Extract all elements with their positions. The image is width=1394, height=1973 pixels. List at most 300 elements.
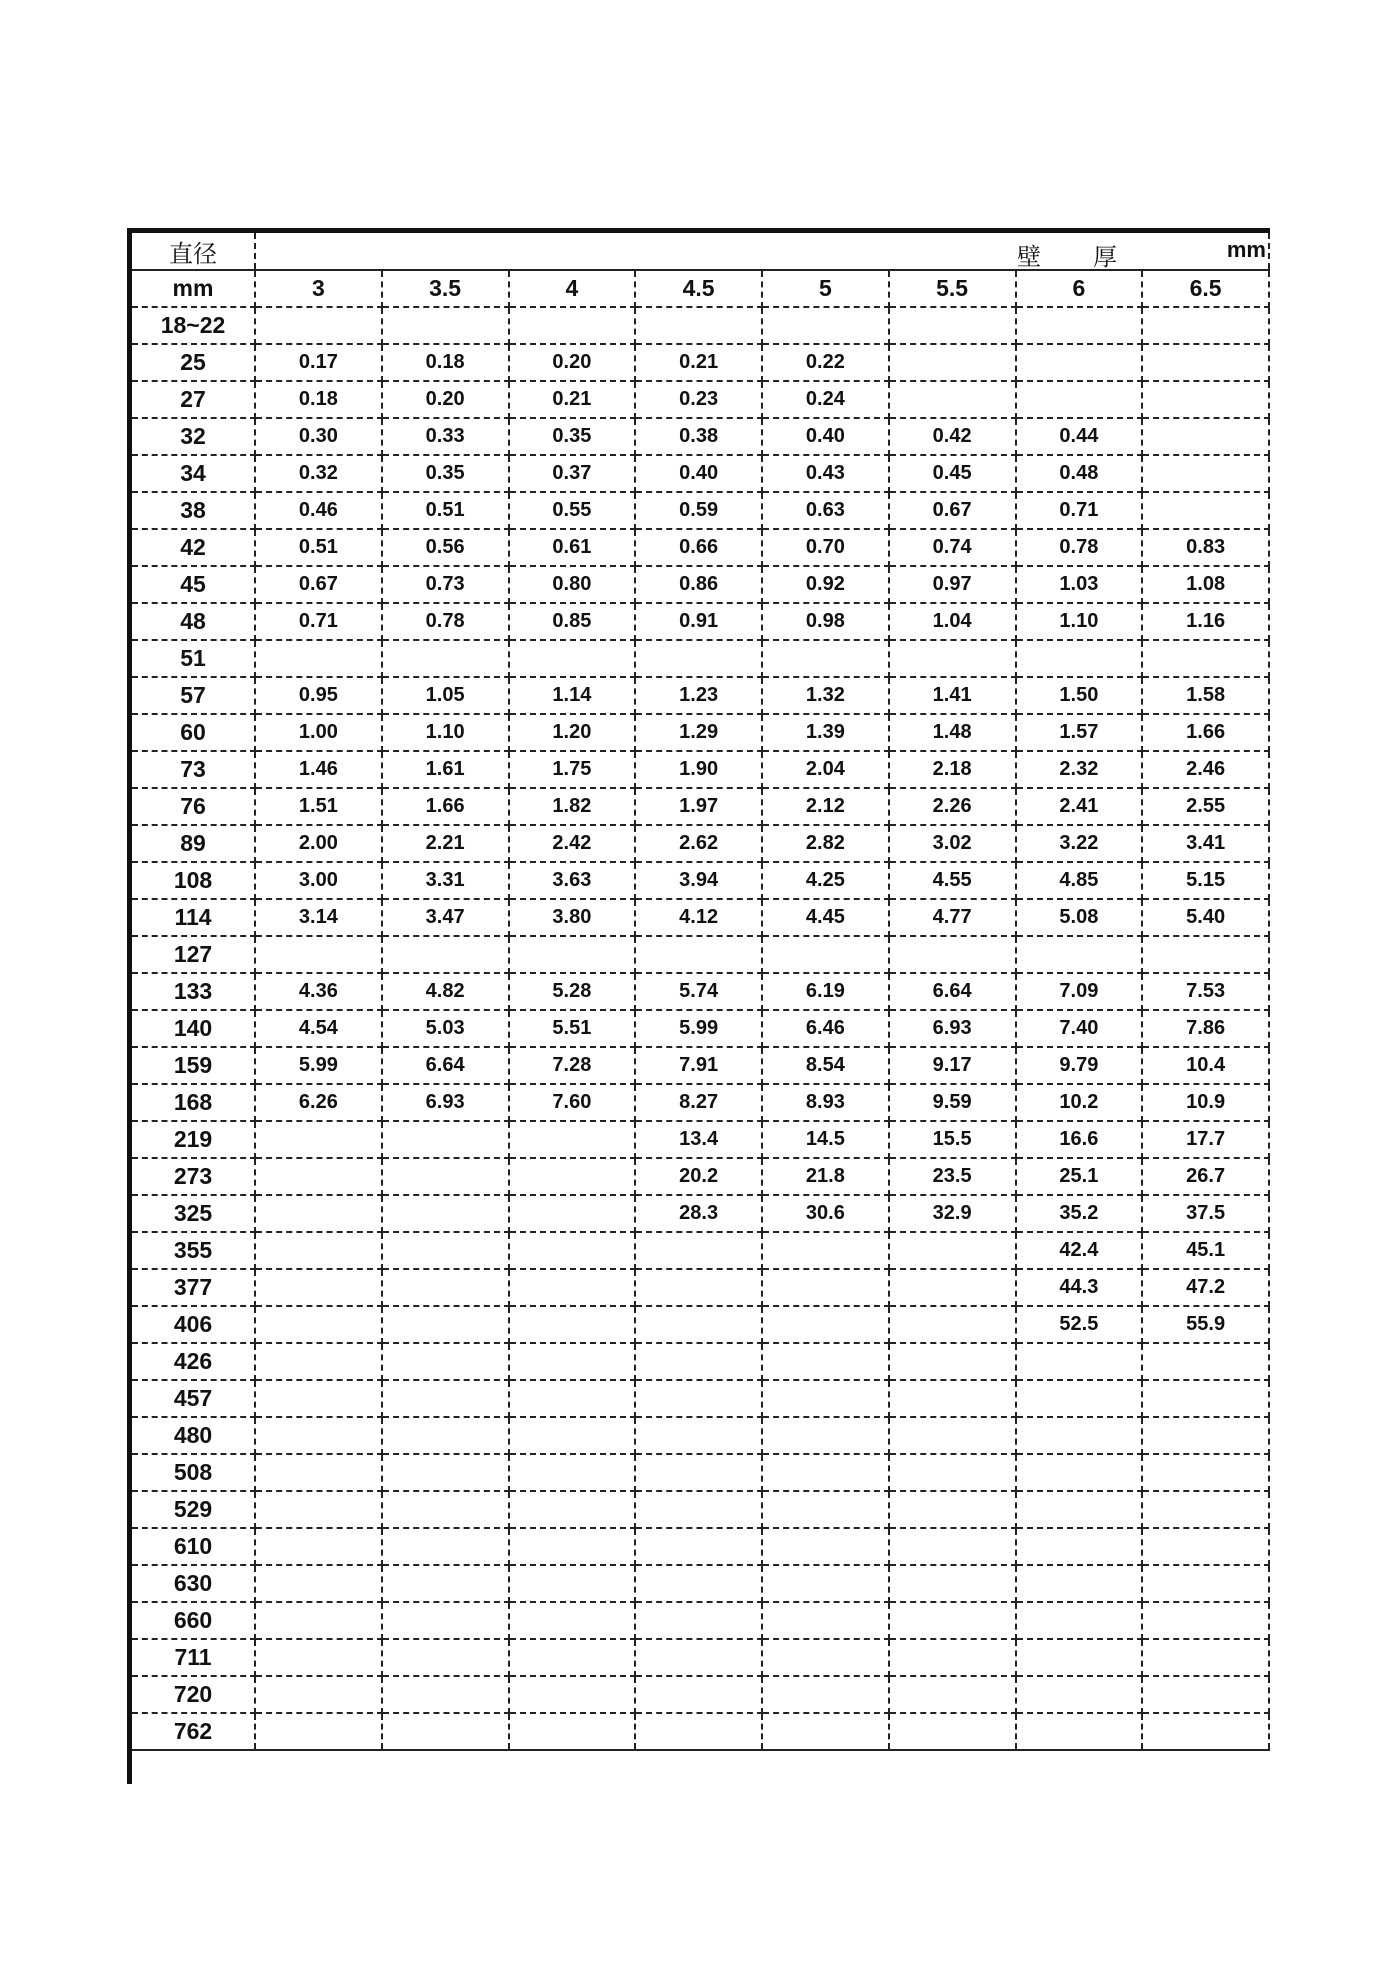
table-row [132,1158,1269,1195]
weight-cell: 3.02 [889,825,1016,862]
weight-cell [255,1158,382,1195]
weight-cell: 5.15 [1142,862,1269,899]
wall-unit: mm [1226,237,1266,262]
diameter-cell: 32 [132,418,255,455]
weight-cell: 35.2 [1016,1195,1143,1232]
weight-cell: 0.71 [255,603,382,640]
weight-cell [509,1195,636,1232]
weight-cell: 0.59 [635,492,762,529]
diameter-cell: 89 [132,825,255,862]
weight-cell: 10.9 [1142,1084,1269,1121]
weight-cell [762,1232,889,1269]
weight-cell: 0.35 [382,455,509,492]
weight-cell: 13.4 [635,1121,762,1158]
weight-cell [762,1491,889,1528]
table-row [132,788,1269,825]
header-row-1 [132,233,1269,270]
weight-cell [889,1306,1016,1343]
weight-cell: 10.2 [1016,1084,1143,1121]
weight-cell [1016,1713,1143,1750]
weight-cell: 1.23 [635,677,762,714]
weight-cell [382,307,509,344]
weight-cell: 15.5 [889,1121,1016,1158]
weight-cell: 0.42 [889,418,1016,455]
table-row [132,1010,1269,1047]
weight-cell: 0.40 [762,418,889,455]
weight-cell: 1.61 [382,751,509,788]
table-row [132,1047,1269,1084]
weight-cell: 5.99 [255,1047,382,1084]
weight-cell: 5.74 [635,973,762,1010]
diameter-cell: 406 [132,1306,255,1343]
weight-cell [1016,381,1143,418]
weight-cell [1142,1454,1269,1491]
weight-cell: 0.45 [889,455,1016,492]
diameter-cell: 25 [132,344,255,381]
table-row [132,529,1269,566]
weight-cell: 0.70 [762,529,889,566]
weight-cell [255,1454,382,1491]
weight-cell [382,1565,509,1602]
weight-cell: 28.3 [635,1195,762,1232]
weight-cell [509,1343,636,1380]
diameter-cell: 27 [132,381,255,418]
weight-cell: 0.43 [762,455,889,492]
weight-cell [1016,344,1143,381]
table-row [132,1454,1269,1491]
weight-cell: 4.54 [255,1010,382,1047]
diameter-cell: 48 [132,603,255,640]
weight-cell [382,1454,509,1491]
table-row [132,1639,1269,1676]
weight-cell: 23.5 [889,1158,1016,1195]
table-row [132,603,1269,640]
table-row [132,1565,1269,1602]
weight-cell [509,1232,636,1269]
weight-cell: 0.24 [762,381,889,418]
weight-cell: 0.67 [255,566,382,603]
weight-cell: 1.39 [762,714,889,751]
weight-cell [889,1232,1016,1269]
diameter-cell: 630 [132,1565,255,1602]
weight-cell [635,1380,762,1417]
weight-cell [382,1380,509,1417]
table-row [132,1528,1269,1565]
weight-cell [255,1528,382,1565]
weight-cell: 2.12 [762,788,889,825]
diameter-cell: 457 [132,1380,255,1417]
weight-cell [255,1232,382,1269]
weight-cell: 0.97 [889,566,1016,603]
diameter-cell: 140 [132,1010,255,1047]
weight-cell: 3.31 [382,862,509,899]
weight-cell [509,1565,636,1602]
weight-cell [762,1639,889,1676]
table-row [132,307,1269,344]
weight-cell: 0.18 [255,381,382,418]
weight-cell [1142,1380,1269,1417]
weight-cell [509,1713,636,1750]
weight-cell: 1.03 [1016,566,1143,603]
weight-cell: 7.40 [1016,1010,1143,1047]
weight-cell [1142,1417,1269,1454]
weight-cell: 2.46 [1142,751,1269,788]
weight-cell [1016,1380,1143,1417]
thickness-column-header: 6.5 [1142,270,1269,307]
diameter-cell: 508 [132,1454,255,1491]
weight-cell: 1.20 [509,714,636,751]
weight-cell: 1.58 [1142,677,1269,714]
weight-cell: 1.16 [1142,603,1269,640]
weight-cell [635,640,762,677]
weight-cell: 55.9 [1142,1306,1269,1343]
thickness-column-header: 3.5 [382,270,509,307]
weight-cell [1142,492,1269,529]
weight-cell [255,936,382,973]
diameter-cell: 219 [132,1121,255,1158]
weight-cell: 0.22 [762,344,889,381]
weight-cell [1142,1491,1269,1528]
weight-cell: 0.35 [509,418,636,455]
weight-cell [889,381,1016,418]
diameter-cell: 114 [132,899,255,936]
weight-cell: 1.51 [255,788,382,825]
weight-cell [255,1676,382,1713]
weight-cell [255,1417,382,1454]
weight-cell: 0.80 [509,566,636,603]
table-row [132,1084,1269,1121]
weight-cell [889,307,1016,344]
weight-cell [382,1195,509,1232]
thickness-column-header: 6 [1016,270,1143,307]
diameter-cell: 168 [132,1084,255,1121]
diameter-cell: 720 [132,1676,255,1713]
weight-cell: 6.93 [889,1010,1016,1047]
weight-cell: 5.99 [635,1010,762,1047]
weight-cell [382,1232,509,1269]
weight-cell [762,307,889,344]
diameter-cell: 273 [132,1158,255,1195]
header-row-2 [132,270,1269,307]
weight-cell [889,1639,1016,1676]
weight-cell: 1.10 [1016,603,1143,640]
table-row [132,344,1269,381]
weight-cell [255,1565,382,1602]
weight-cell [509,1417,636,1454]
diameter-cell: 38 [132,492,255,529]
weight-cell [889,1676,1016,1713]
weight-cell [1142,418,1269,455]
weight-cell [635,1491,762,1528]
weight-cell [889,1565,1016,1602]
wall-thickness-header [255,233,1269,270]
thickness-column-header: 5 [762,270,889,307]
diameter-cell: 325 [132,1195,255,1232]
weight-cell: 0.91 [635,603,762,640]
weight-cell: 7.53 [1142,973,1269,1010]
weight-cell: 1.08 [1142,566,1269,603]
weight-cell [255,1269,382,1306]
table-row [132,455,1269,492]
diameter-cell: 42 [132,529,255,566]
weight-cell [635,1417,762,1454]
weight-cell: 0.78 [382,603,509,640]
weight-cell [509,936,636,973]
weight-cell [1016,1454,1143,1491]
weight-cell: 0.98 [762,603,889,640]
weight-cell [635,1306,762,1343]
weight-cell [762,1306,889,1343]
weight-cell [889,1491,1016,1528]
thickness-column-header: 3 [255,270,382,307]
table-row [132,862,1269,899]
weight-cell: 3.14 [255,899,382,936]
weight-cell [889,1454,1016,1491]
weight-cell: 4.55 [889,862,1016,899]
weight-cell: 4.36 [255,973,382,1010]
weight-cell [255,640,382,677]
weight-cell [255,1121,382,1158]
weight-cell [635,1565,762,1602]
wall-label-1: 壁 [1017,244,1041,271]
weight-cell: 0.44 [1016,418,1143,455]
weight-cell [1016,1491,1143,1528]
weight-cell [1142,1565,1269,1602]
weight-cell: 47.2 [1142,1269,1269,1306]
weight-cell [255,1713,382,1750]
weight-cell: 0.78 [1016,529,1143,566]
table-row [132,1232,1269,1269]
weight-cell [635,1232,762,1269]
weight-cell: 1.10 [382,714,509,751]
thickness-column-header: 4.5 [635,270,762,307]
table-row [132,677,1269,714]
table-row [132,492,1269,529]
weight-cell [762,1417,889,1454]
weight-cell: 1.14 [509,677,636,714]
diameter-cell: 480 [132,1417,255,1454]
weight-cell [635,1528,762,1565]
weight-cell: 1.82 [509,788,636,825]
weight-cell: 0.23 [635,381,762,418]
weight-cell [635,936,762,973]
weight-cell: 0.51 [382,492,509,529]
weight-cell [1142,936,1269,973]
weight-cell [382,1528,509,1565]
weight-cell: 5.08 [1016,899,1143,936]
thickness-column-header: 5.5 [889,270,1016,307]
diameter-label: 直径 [132,233,255,270]
weight-cell: 1.57 [1016,714,1143,751]
diameter-cell: 426 [132,1343,255,1380]
weight-cell: 0.85 [509,603,636,640]
weight-cell [1016,1639,1143,1676]
weight-cell [1016,1565,1143,1602]
weight-cell [1142,381,1269,418]
weight-cell [635,1269,762,1306]
table-row [132,1491,1269,1528]
weight-cell: 4.82 [382,973,509,1010]
weight-cell [1142,1639,1269,1676]
weight-cell [889,936,1016,973]
weight-cell: 2.62 [635,825,762,862]
weight-cell [762,1602,889,1639]
weight-cell: 3.94 [635,862,762,899]
weight-cell: 0.20 [509,344,636,381]
diameter-cell: 18~22 [132,307,255,344]
weight-cell [889,1602,1016,1639]
weight-cell: 7.09 [1016,973,1143,1010]
weight-cell: 32.9 [889,1195,1016,1232]
weight-cell [889,1343,1016,1380]
weight-cell: 2.04 [762,751,889,788]
weight-cell [509,1380,636,1417]
weight-cell [889,1417,1016,1454]
weight-cell [1016,1417,1143,1454]
weight-cell: 2.55 [1142,788,1269,825]
weight-cell [1016,307,1143,344]
weight-cell: 0.67 [889,492,1016,529]
weight-cell: 0.66 [635,529,762,566]
weight-cell [1142,1343,1269,1380]
weight-cell: 1.75 [509,751,636,788]
diameter-cell: 51 [132,640,255,677]
weight-cell: 8.93 [762,1084,889,1121]
weight-cell: 20.2 [635,1158,762,1195]
weight-cell: 2.42 [509,825,636,862]
weight-cell: 17.7 [1142,1121,1269,1158]
weight-cell: 0.21 [509,381,636,418]
diameter-cell: 133 [132,973,255,1010]
weight-cell [1016,1528,1143,1565]
weight-cell [762,1269,889,1306]
diameter-cell: 73 [132,751,255,788]
weight-cell [762,1676,889,1713]
table-row [132,825,1269,862]
weight-cell: 6.26 [255,1084,382,1121]
table-row [132,1195,1269,1232]
weight-cell [635,1343,762,1380]
table-row [132,1343,1269,1380]
weight-cell [1142,1676,1269,1713]
weight-cell: 6.64 [382,1047,509,1084]
weight-cell [1016,1343,1143,1380]
thickness-column-header: 4 [509,270,636,307]
weight-cell: 0.37 [509,455,636,492]
weight-cell: 52.5 [1016,1306,1143,1343]
weight-cell: 2.18 [889,751,1016,788]
table-row [132,1676,1269,1713]
diameter-cell: 660 [132,1602,255,1639]
weight-cell: 6.93 [382,1084,509,1121]
weight-cell: 0.51 [255,529,382,566]
diameter-unit: mm [132,270,255,307]
weight-cell: 3.00 [255,862,382,899]
weight-cell: 5.28 [509,973,636,1010]
wall-label-2: 厚 [1093,244,1117,271]
weight-cell [509,1491,636,1528]
weight-cell [889,1380,1016,1417]
weight-cell [382,1491,509,1528]
weight-cell [255,1602,382,1639]
weight-cell: 0.40 [635,455,762,492]
weight-cell [762,1343,889,1380]
weight-cell [382,1639,509,1676]
weight-cell: 1.32 [762,677,889,714]
weight-cell [382,1343,509,1380]
weight-cell [889,640,1016,677]
table-row [132,973,1269,1010]
weight-cell [1142,455,1269,492]
diameter-cell: 610 [132,1528,255,1565]
table-row [132,1121,1269,1158]
weight-cell [762,936,889,973]
table-row [132,640,1269,677]
weight-cell [509,1602,636,1639]
weight-cell [1016,1676,1143,1713]
weight-cell: 1.29 [635,714,762,751]
weight-cell: 44.3 [1016,1269,1143,1306]
diameter-cell: 529 [132,1491,255,1528]
weight-cell: 9.79 [1016,1047,1143,1084]
weight-cell [509,640,636,677]
table-row [132,1306,1269,1343]
weight-cell: 6.64 [889,973,1016,1010]
weight-cell: 3.63 [509,862,636,899]
weight-cell: 7.28 [509,1047,636,1084]
weight-cell: 0.71 [1016,492,1143,529]
weight-cell: 4.12 [635,899,762,936]
diameter-cell: 76 [132,788,255,825]
weight-cell: 1.04 [889,603,1016,640]
weight-cell: 3.47 [382,899,509,936]
diameter-cell: 60 [132,714,255,751]
table-row [132,1380,1269,1417]
weight-cell [255,1306,382,1343]
weight-cell [1016,936,1143,973]
table-row [132,418,1269,455]
weight-cell: 0.92 [762,566,889,603]
weight-cell [635,307,762,344]
weight-cell [762,1380,889,1417]
weight-cell [635,1713,762,1750]
weight-cell: 8.27 [635,1084,762,1121]
weight-cell [509,1121,636,1158]
weight-cell [255,1195,382,1232]
weight-cell [889,1269,1016,1306]
table-row [132,1713,1269,1750]
weight-cell [382,936,509,973]
diameter-cell: 377 [132,1269,255,1306]
weight-cell: 1.66 [1142,714,1269,751]
weight-cell [382,1713,509,1750]
weight-cell [762,1713,889,1750]
weight-cell [635,1676,762,1713]
weight-cell [255,1639,382,1676]
weight-cell: 2.41 [1016,788,1143,825]
weight-cell: 0.20 [382,381,509,418]
weight-cell [382,1158,509,1195]
weight-cell: 1.05 [382,677,509,714]
table-row [132,566,1269,603]
weight-cell [762,1454,889,1491]
weight-cell: 1.41 [889,677,1016,714]
table-row [132,714,1269,751]
weight-cell: 5.40 [1142,899,1269,936]
weight-cell: 7.86 [1142,1010,1269,1047]
weight-cell: 0.30 [255,418,382,455]
weight-cell: 26.7 [1142,1158,1269,1195]
